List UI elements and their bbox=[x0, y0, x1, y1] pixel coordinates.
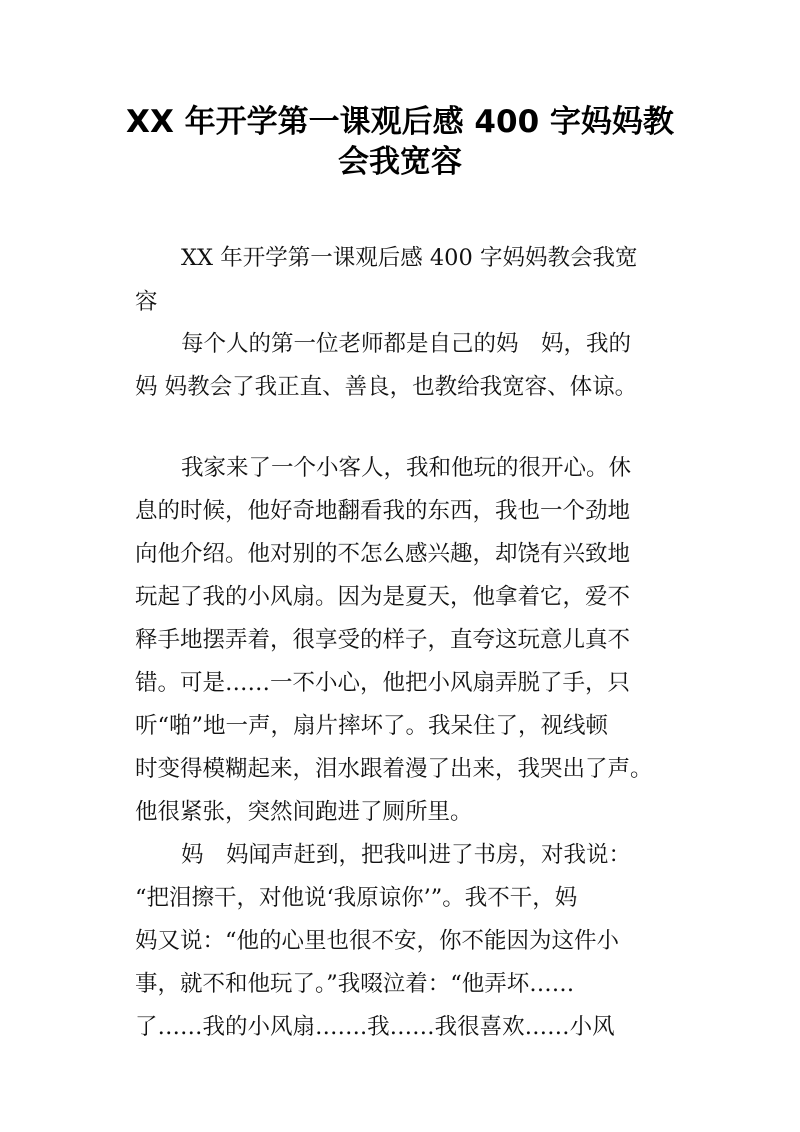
body-line: 听“啪”地一声，扇片摔坏了。我呆住了，视线顿 bbox=[135, 713, 609, 739]
body-line: 释手地摆弄着，很享受的样子，直夸这玩意儿真不 bbox=[135, 627, 631, 653]
body-line: 妈 妈教会了我正直、善良，也教给我宽容、体谅。 bbox=[135, 374, 638, 400]
body-line: 时变得模糊起来，泪水跟着漫了出来，我哭出了声。 bbox=[135, 756, 653, 782]
body-line: XX 年开学第一课观后感 400 字妈妈教会我宽 bbox=[181, 245, 638, 271]
body-line: 妈又说：“他的心里也很不安，你不能因为这件小 bbox=[135, 928, 620, 954]
document-title-line-1: XX 年开学第一课观后感 400 字妈妈教 bbox=[126, 104, 674, 140]
body-line: 事，就不和他玩了。”我啜泣着：“他弄坏…… bbox=[135, 971, 575, 997]
document-title-line-2: 会我宽容 bbox=[338, 144, 462, 180]
body-line: 错。可是……一不小心，他把小风扇弄脱了手，只 bbox=[135, 670, 631, 696]
body-line: 容 bbox=[135, 289, 158, 315]
body-line: 玩起了我的小风扇。因为是夏天，他拿着它，爱不 bbox=[135, 584, 631, 610]
body-line: “把泪擦干，对他说‘我原谅你’”。我不干，妈 bbox=[135, 885, 578, 911]
body-line: 每个人的第一位老师都是自己的妈 妈，我的 bbox=[181, 331, 632, 357]
body-line: 妈 妈闻声赶到，把我叫进了书房，对我说： bbox=[181, 842, 632, 868]
body-line: 息的时候，他好奇地翻看我的东西，我也一个劲地 bbox=[135, 498, 631, 524]
body-line: 向他介绍。他对别的不怎么感兴趣，却饶有兴致地 bbox=[135, 541, 631, 567]
body-line: 他很紧张，突然间跑进了厕所里。 bbox=[135, 799, 473, 825]
body-line: 了……我的小风扇…….我……我很喜欢……小风 bbox=[135, 1014, 615, 1040]
body-line: 我家来了一个小客人，我和他玩的很开心。休 bbox=[181, 455, 632, 481]
